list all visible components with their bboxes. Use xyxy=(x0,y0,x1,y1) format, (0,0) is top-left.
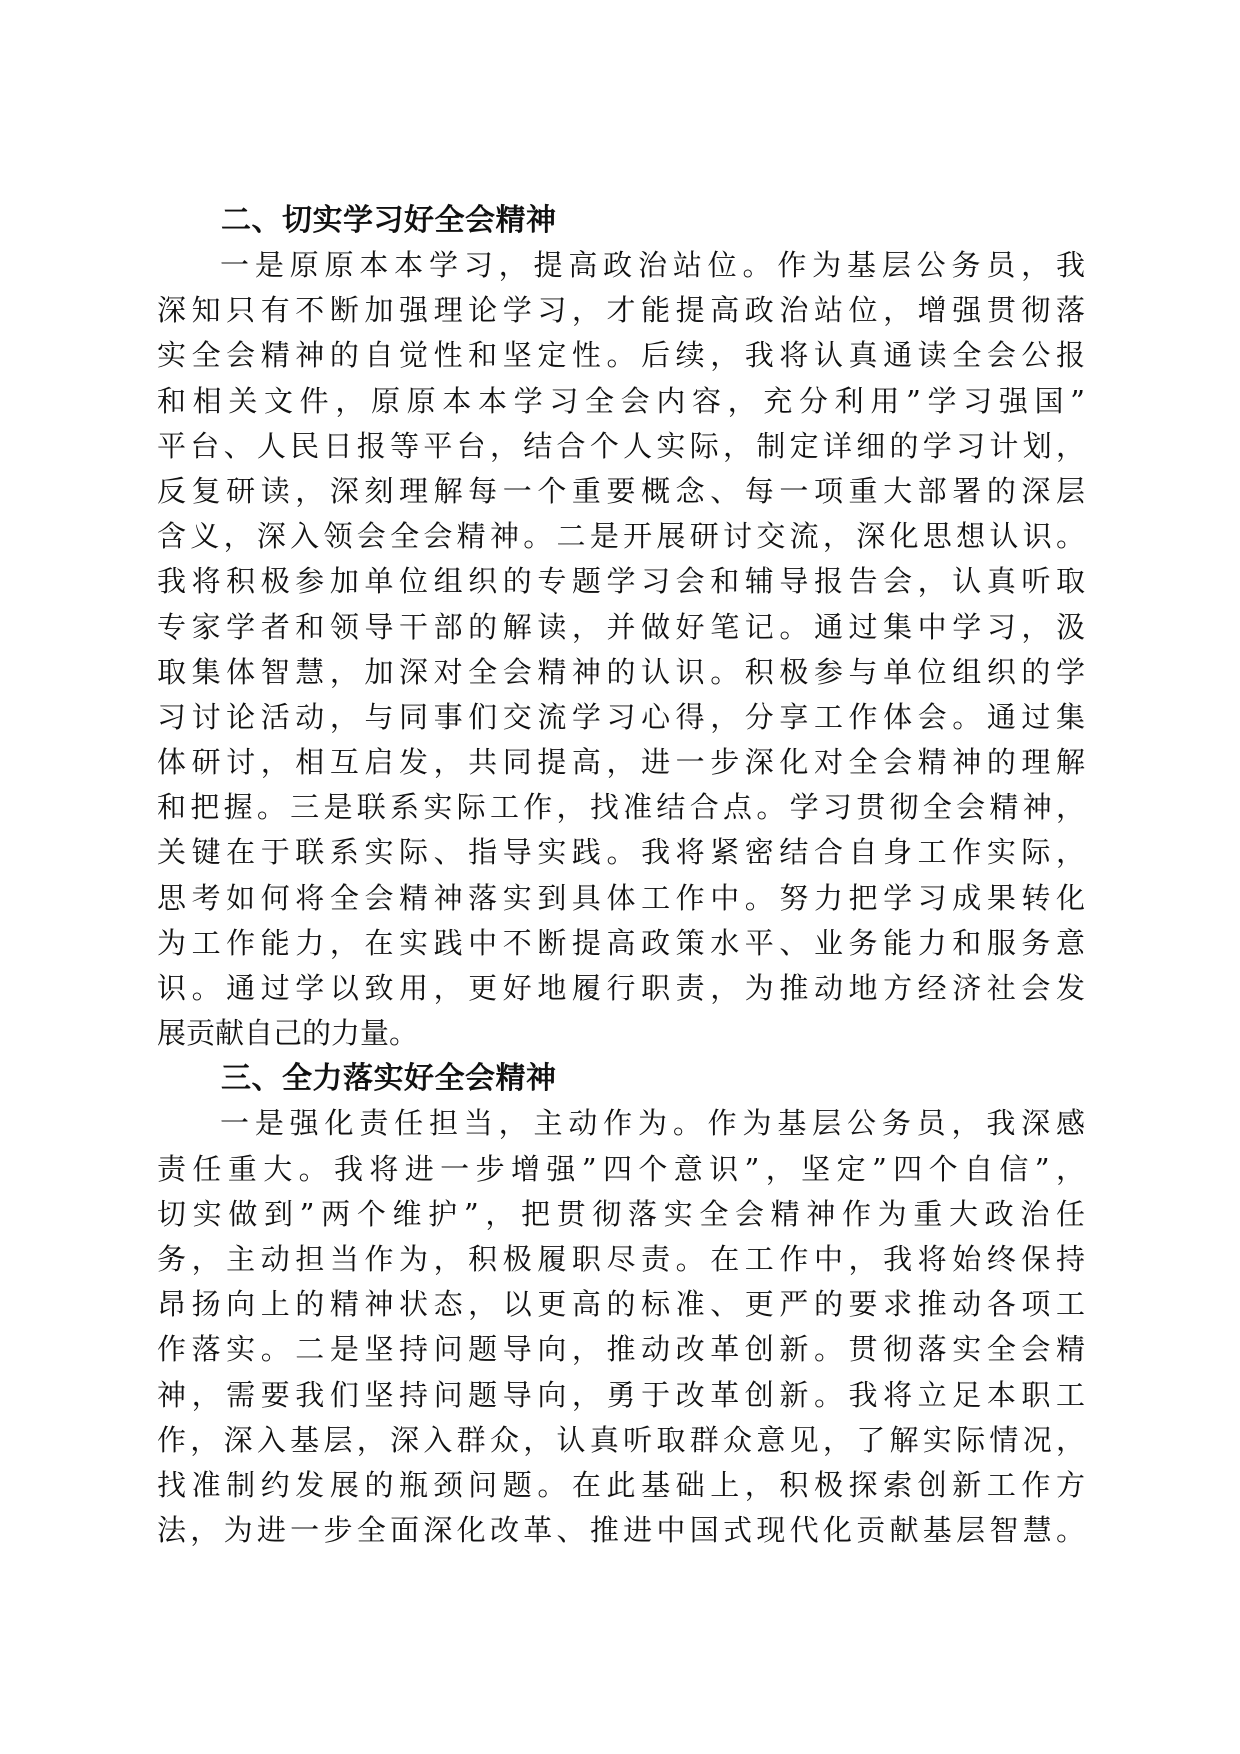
text-line: 体研讨，相互启发，共同提高，进一步深化对全会精神的理解 xyxy=(157,745,1085,780)
text-line: 昂扬向上的精神状态，以更高的标准、更严的要求推动各项工 xyxy=(157,1287,1085,1322)
text-line: 法，为进一步全面深化改革、推进中国式现代化贡献基层智慧。 xyxy=(157,1513,1085,1548)
text-line: 关键在于联系实际、指导实践。我将紧密结合自身工作实际， xyxy=(157,835,1085,870)
document-body xyxy=(157,198,1085,1553)
section-body-study xyxy=(157,243,1085,1056)
text-line: 为工作能力，在实践中不断提高政策水平、业务能力和服务意 xyxy=(157,925,1085,960)
text-line: 作，深入基层，深入群众，认真听取群众意见，了解实际情况， xyxy=(157,1422,1085,1457)
text-line: 务，主动担当作为，积极履职尽责。在工作中，我将始终保持 xyxy=(157,1241,1085,1276)
text-line: 切实做到”两个维护”，把贯彻落实全会精神作为重大政治任 xyxy=(157,1196,1085,1231)
text-line: 和把握。三是联系实际工作，找准结合点。学习贯彻全会精神， xyxy=(157,790,1085,825)
text-line: 神，需要我们坚持问题导向，勇于改革创新。我将立足本职工 xyxy=(157,1377,1085,1412)
text-line: 和相关文件，原原本本学习全会内容，充分利用”学习强国” xyxy=(157,383,1085,418)
text-line: 专家学者和领导干部的解读，并做好笔记。通过集中学习，汲 xyxy=(157,609,1085,644)
text-line: 反复研读，深刻理解每一个重要概念、每一项重大部署的深层 xyxy=(157,473,1085,508)
text-line: 一是强化责任担当，主动作为。作为基层公务员，我深感 xyxy=(220,1106,1085,1141)
section-heading-implement: 三、全力落实好全会精神 xyxy=(221,1061,557,1097)
section-body-implement xyxy=(157,1101,1085,1553)
text-line: 一是原原本本学习，提高政治站位。作为基层公务员，我 xyxy=(220,248,1085,282)
text-line: 实全会精神的自觉性和坚定性。后续，我将认真通读全会公报 xyxy=(157,338,1085,373)
text-line: 含义，深入领会全会精神。二是开展研讨交流，深化思想认识。 xyxy=(157,519,1085,554)
section-heading-study: 二、切实学习好全会精神 xyxy=(221,203,557,238)
text-line: 平台、人民日报等平台，结合个人实际，制定详细的学习计划， xyxy=(157,428,1085,463)
text-line: 识。通过学以致用，更好地履行职责，为推动地方经济社会发 xyxy=(157,971,1085,1005)
text-line: 我将积极参加单位组织的专题学习会和辅导报告会，认真听取 xyxy=(157,564,1085,599)
text-line: 找准制约发展的瓶颈问题。在此基础上，积极探索创新工作方 xyxy=(157,1467,1085,1502)
text-line: 展贡献自己的力量。 xyxy=(157,1016,419,1051)
text-line: 深知只有不断加强理论学习，才能提高政治站位，增强贯彻落 xyxy=(157,293,1085,328)
text-line: 思考如何将全会精神落实到具体工作中。努力把学习成果转化 xyxy=(157,880,1085,915)
text-line: 作落实。二是坚持问题导向，推动改革创新。贯彻落实全会精 xyxy=(157,1332,1085,1367)
text-line: 取集体智慧，加深对全会精神的认识。积极参与单位组织的学 xyxy=(157,654,1085,689)
text-line: 责任重大。我将进一步增强”四个意识”，坚定”四个自信”， xyxy=(157,1151,1085,1186)
text-line: 习讨论活动，与同事们交流学习心得，分享工作体会。通过集 xyxy=(157,699,1085,734)
